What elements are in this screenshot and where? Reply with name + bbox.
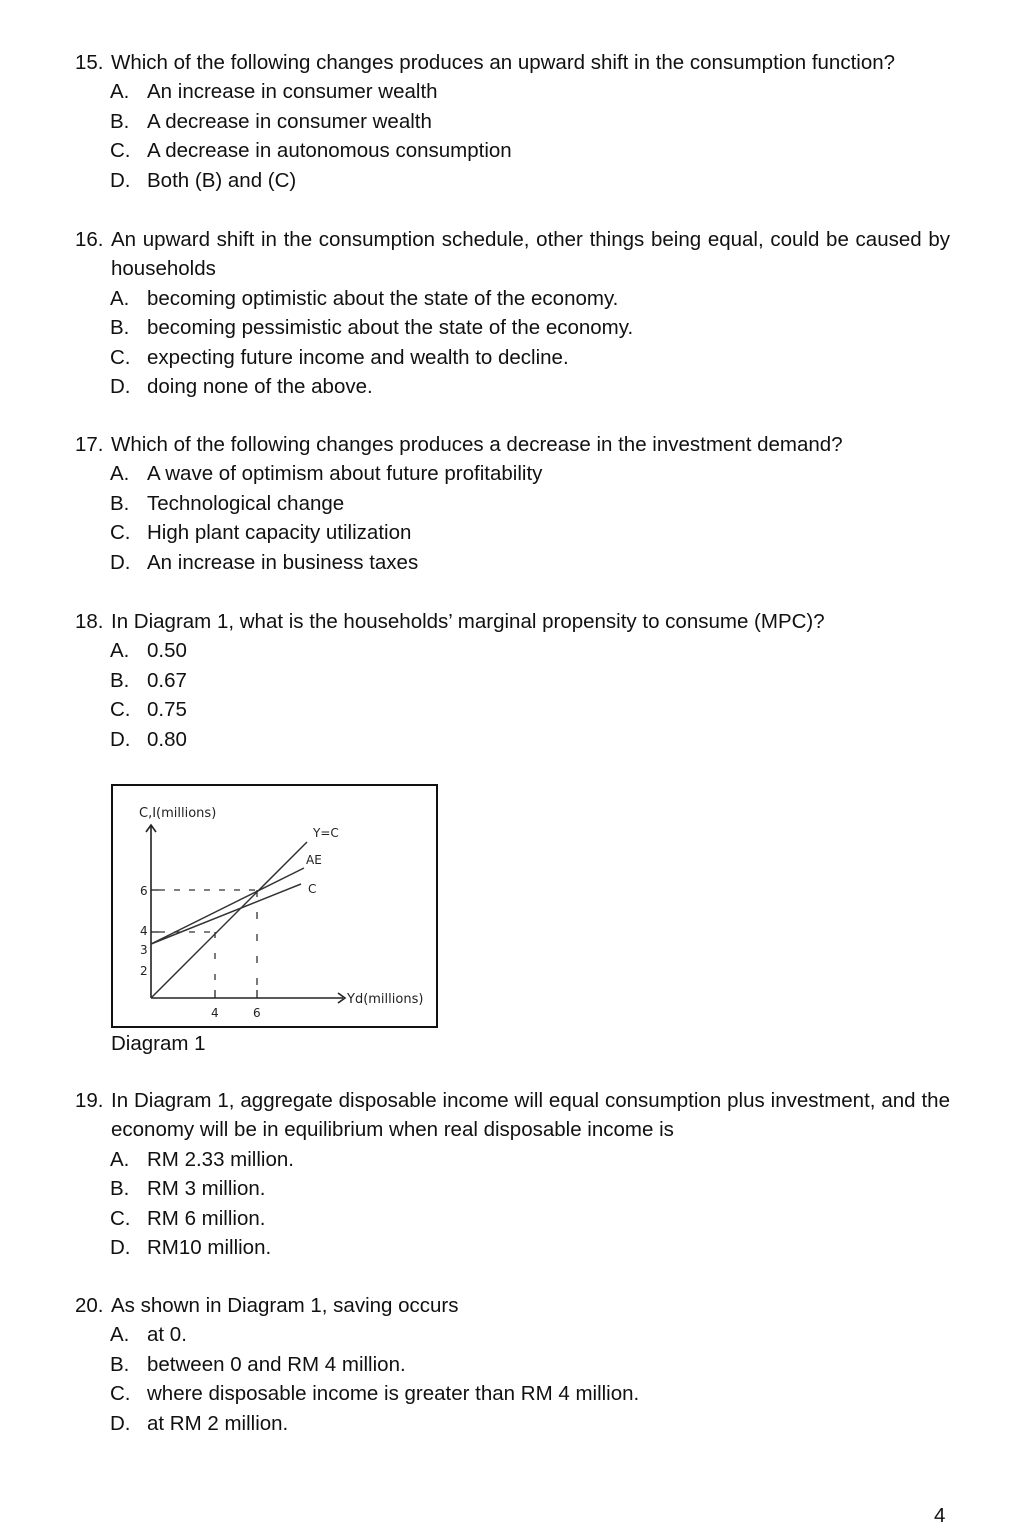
option-text: 0.50 xyxy=(147,639,187,663)
option-text: at RM 2 million. xyxy=(147,1411,289,1435)
diagram-1 xyxy=(111,784,438,1028)
option-letter: C. xyxy=(110,345,131,369)
c-label: C xyxy=(308,882,317,896)
option-d[interactable] xyxy=(75,725,950,754)
option-text: RM 2.33 million. xyxy=(147,1147,294,1171)
option-b[interactable] xyxy=(75,666,950,695)
y-tick-label-4: 4 xyxy=(140,924,148,938)
y-equals-c-label: Y=C xyxy=(313,826,339,840)
x-tick-label-6: 6 xyxy=(253,1006,261,1020)
option-text: A decrease in autonomous consumption xyxy=(147,139,512,163)
question-text: In Diagram 1, what is the households’ marginal propensity to consume (MPC)? xyxy=(111,610,825,633)
option-letter: B. xyxy=(110,109,130,133)
option-letter: D. xyxy=(110,1411,131,1435)
question-18 xyxy=(75,607,950,754)
question-text: An upward shift in the consumption schedule, other things being equal, could be caused by households xyxy=(111,228,950,281)
option-b[interactable] xyxy=(75,313,950,342)
option-text: RM 6 million. xyxy=(147,1206,266,1230)
option-letter: A. xyxy=(110,1147,130,1171)
option-d[interactable] xyxy=(75,166,950,195)
question-text: Which of the following changes produces a decrease in the investment demand? xyxy=(111,433,843,456)
option-letter: C. xyxy=(110,1382,131,1406)
question-text: In Diagram 1, aggregate disposable income will equal consumption plus investment, and the economy will be in equilibrium when real disposable income is xyxy=(111,1089,950,1142)
option-text: RM 3 million. xyxy=(147,1177,266,1201)
option-a[interactable] xyxy=(75,1320,950,1349)
option-a[interactable] xyxy=(75,284,950,313)
option-letter: A. xyxy=(110,1323,130,1347)
y-axis-label: C,I(millions) xyxy=(139,806,217,821)
option-d[interactable] xyxy=(75,1233,950,1262)
option-text: Technological change xyxy=(147,491,345,515)
option-d[interactable] xyxy=(75,1409,950,1438)
option-a[interactable] xyxy=(75,636,950,665)
option-a[interactable] xyxy=(75,77,950,106)
option-text: at 0. xyxy=(147,1323,187,1347)
question-17 xyxy=(75,430,950,577)
y-tick-label-3: 3 xyxy=(140,943,148,957)
option-text: High plant capacity utilization xyxy=(147,521,412,545)
question-number: 16. xyxy=(75,228,104,251)
option-text: becoming pessimistic about the state of the economy. xyxy=(147,316,634,340)
option-b[interactable] xyxy=(75,1174,950,1203)
option-a[interactable] xyxy=(75,1145,950,1174)
option-letter: D. xyxy=(110,168,131,192)
option-text: RM10 million. xyxy=(147,1236,272,1260)
option-letter: C. xyxy=(110,1206,131,1230)
option-b[interactable] xyxy=(75,489,950,518)
question-number: 15. xyxy=(75,51,104,74)
option-letter: D. xyxy=(110,1236,131,1260)
question-number: 19. xyxy=(75,1089,104,1112)
option-text: 0.67 xyxy=(147,668,187,692)
question-15 xyxy=(75,48,950,195)
y-tick-label-2: 2 xyxy=(140,964,148,978)
question-19 xyxy=(75,1086,950,1262)
option-text: 0.80 xyxy=(147,727,187,751)
option-c[interactable] xyxy=(75,518,950,547)
option-text: where disposable income is greater than RM 4 million. xyxy=(147,1382,640,1406)
diagram-frame xyxy=(112,785,437,1027)
option-letter: B. xyxy=(110,668,130,692)
option-d[interactable] xyxy=(75,372,950,401)
option-c[interactable] xyxy=(75,1204,950,1233)
option-c[interactable] xyxy=(75,136,950,165)
option-b[interactable] xyxy=(75,107,950,136)
option-text: An increase in consumer wealth xyxy=(147,80,438,104)
option-letter: D. xyxy=(110,550,131,574)
diagram-caption: Diagram 1 xyxy=(111,1032,206,1055)
option-letter: A. xyxy=(110,286,130,310)
option-letter: B. xyxy=(110,1177,130,1201)
option-letter: B. xyxy=(110,316,130,340)
question-number: 18. xyxy=(75,610,104,633)
option-text: 0.75 xyxy=(147,698,187,722)
question-16 xyxy=(75,225,950,401)
option-c[interactable] xyxy=(75,343,950,372)
option-letter: C. xyxy=(110,139,131,163)
option-c[interactable] xyxy=(75,695,950,724)
ae-label: AE xyxy=(306,853,322,867)
option-letter: A. xyxy=(110,80,130,104)
option-text: expecting future income and wealth to decline. xyxy=(147,345,569,369)
option-letter: A. xyxy=(110,462,130,486)
question-20 xyxy=(75,1291,950,1438)
option-text: between 0 and RM 4 million. xyxy=(147,1352,406,1376)
option-text: becoming optimistic about the state of the economy. xyxy=(147,286,619,310)
option-d[interactable] xyxy=(75,548,950,577)
option-letter: B. xyxy=(110,1352,130,1376)
option-letter: C. xyxy=(110,698,131,722)
option-letter: A. xyxy=(110,639,130,663)
question-text: Which of the following changes produces an upward shift in the consumption function? xyxy=(111,51,896,74)
option-letter: D. xyxy=(110,375,131,399)
x-tick-label-4: 4 xyxy=(211,1006,219,1020)
option-b[interactable] xyxy=(75,1350,950,1379)
option-letter: D. xyxy=(110,727,131,751)
x-axis-label: Yd(millions) xyxy=(347,992,424,1007)
y-tick-label-6: 6 xyxy=(140,884,148,898)
option-text: A wave of optimism about future profitability xyxy=(147,462,543,486)
option-letter: C. xyxy=(110,521,131,545)
option-c[interactable] xyxy=(75,1379,950,1408)
question-number: 17. xyxy=(75,433,104,456)
option-text: Both (B) and (C) xyxy=(147,168,297,192)
option-a[interactable] xyxy=(75,459,950,488)
option-text: An increase in business taxes xyxy=(147,550,419,574)
option-letter: B. xyxy=(110,491,130,515)
option-text: doing none of the above. xyxy=(147,375,373,399)
question-text: As shown in Diagram 1, saving occurs xyxy=(111,1294,459,1317)
question-number: 20. xyxy=(75,1294,104,1317)
page-number: 4 xyxy=(934,1504,946,1527)
option-text: A decrease in consumer wealth xyxy=(147,109,432,133)
